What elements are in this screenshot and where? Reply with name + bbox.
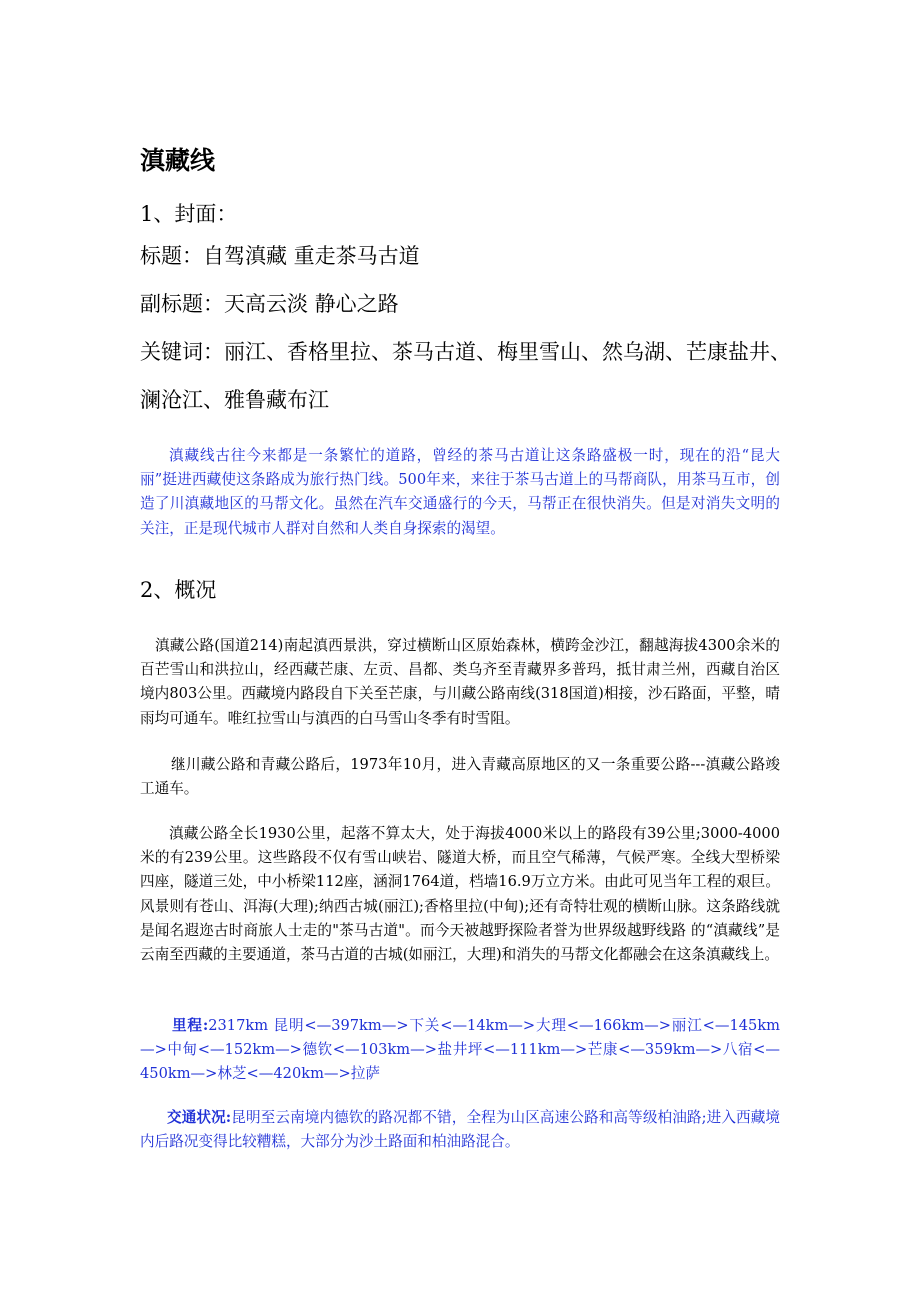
cover-subtitle-line: 副标题：天高云淡 静心之路 <box>140 292 399 316</box>
overview-paragraph-2: 继川藏公路和青藏公路后，1973年10月，进入青藏高原地区的又一条重要公路---滇藏公路竣工通车。 <box>140 756 780 798</box>
mileage-paragraph <box>140 1014 780 1087</box>
mileage-text: 2317km 昆明<—397km—>下关<—14km—>大理<—166km—>丽江<—145km—>中甸<—152km—>德钦<—103km—>盐井坪<—111km—>芒康<—359km—>八宿<—450km—>林芝<—420km—>拉萨 <box>140 1017 780 1083</box>
mileage-label: 里程: <box>172 1017 209 1034</box>
cover-keywords-line: 关键词：丽江、香格里拉、茶马古道、梅里雪山、然乌湖、芒康盐井、澜沧江、雅鲁藏布江 <box>140 340 791 412</box>
traffic-label: 交通状况: <box>167 1109 232 1126</box>
intro-paragraph: 滇藏线古往今来都是一条繁忙的道路，曾经的茶马古道让这条路盛极一时，现在的沿“昆大丽”挺进西藏使这条路成为旅行热门线。500年来，来往于茶马古道上的马帮商队，用茶马互市，创造了川滇藏地区的马帮文化。虽然在汽车交通盛行的今天，马帮正在很快消失。但是对消失文明的关注，正是现代城市人群对自然和人类自身探索的渴望。 <box>140 447 780 537</box>
overview-paragraph-1: 滇藏公路(国道214)南起滇西景洪，穿过横断山区原始森林，横跨金沙江，翻越海拔4300余米的百芒雪山和洪拉山，经西藏芒康、左贡、昌都、类乌齐至青藏界多普玛，抵甘肃兰州，西藏自治区境内803公里。西藏境内路段自下关至芒康，与川藏公路南线(318国道)相接，沙石路面，平整，晴雨均可通车。唯红拉雪山与滇西的白马雪山冬季有时雪阻。 <box>140 637 780 727</box>
overview-heading: 2、概况 <box>140 578 217 602</box>
cover-heading: 1、封面： <box>140 202 238 226</box>
traffic-paragraph <box>140 1106 780 1154</box>
overview-paragraph-3: 滇藏公路全长1930公里，起落不算太大，处于海拔4000米以上的路段有39公里;3000-4000米的有239公里。这些路段不仅有雪山峡岩、隧道大桥，而且空气稀薄，气候严寒。全线大型桥梁四座，隧道三处，中小桥梁112座，涵洞1764道，档墙16.9万立方米。由此可见当年工程的艰巨。风景则有苍山、洱海(大理);纳西古城(丽江);香格里拉(中甸);还有奇特壮观的横断山脉。这条路线就是闻名遐迩古时商旅人士走的"茶马古道"。而今天被越野探险者誉为世界级越野线路 的“滇藏线”是云南至西藏的主要通道，茶马古道的古城(如丽江，大理)和消失的马帮文化都融会在这条滇藏线上。 <box>140 825 780 964</box>
page-title: 滇藏线 <box>140 146 216 175</box>
traffic-text: 昆明至云南境内德钦的路况都不错，全程为山区高速公路和高等级柏油路;进入西藏境内后路况变得比较糟糕，大部分为沙土路面和柏油路混合。 <box>140 1109 781 1151</box>
cover-title-line: 标题：自驾滇藏 重走茶马古道 <box>140 244 420 268</box>
